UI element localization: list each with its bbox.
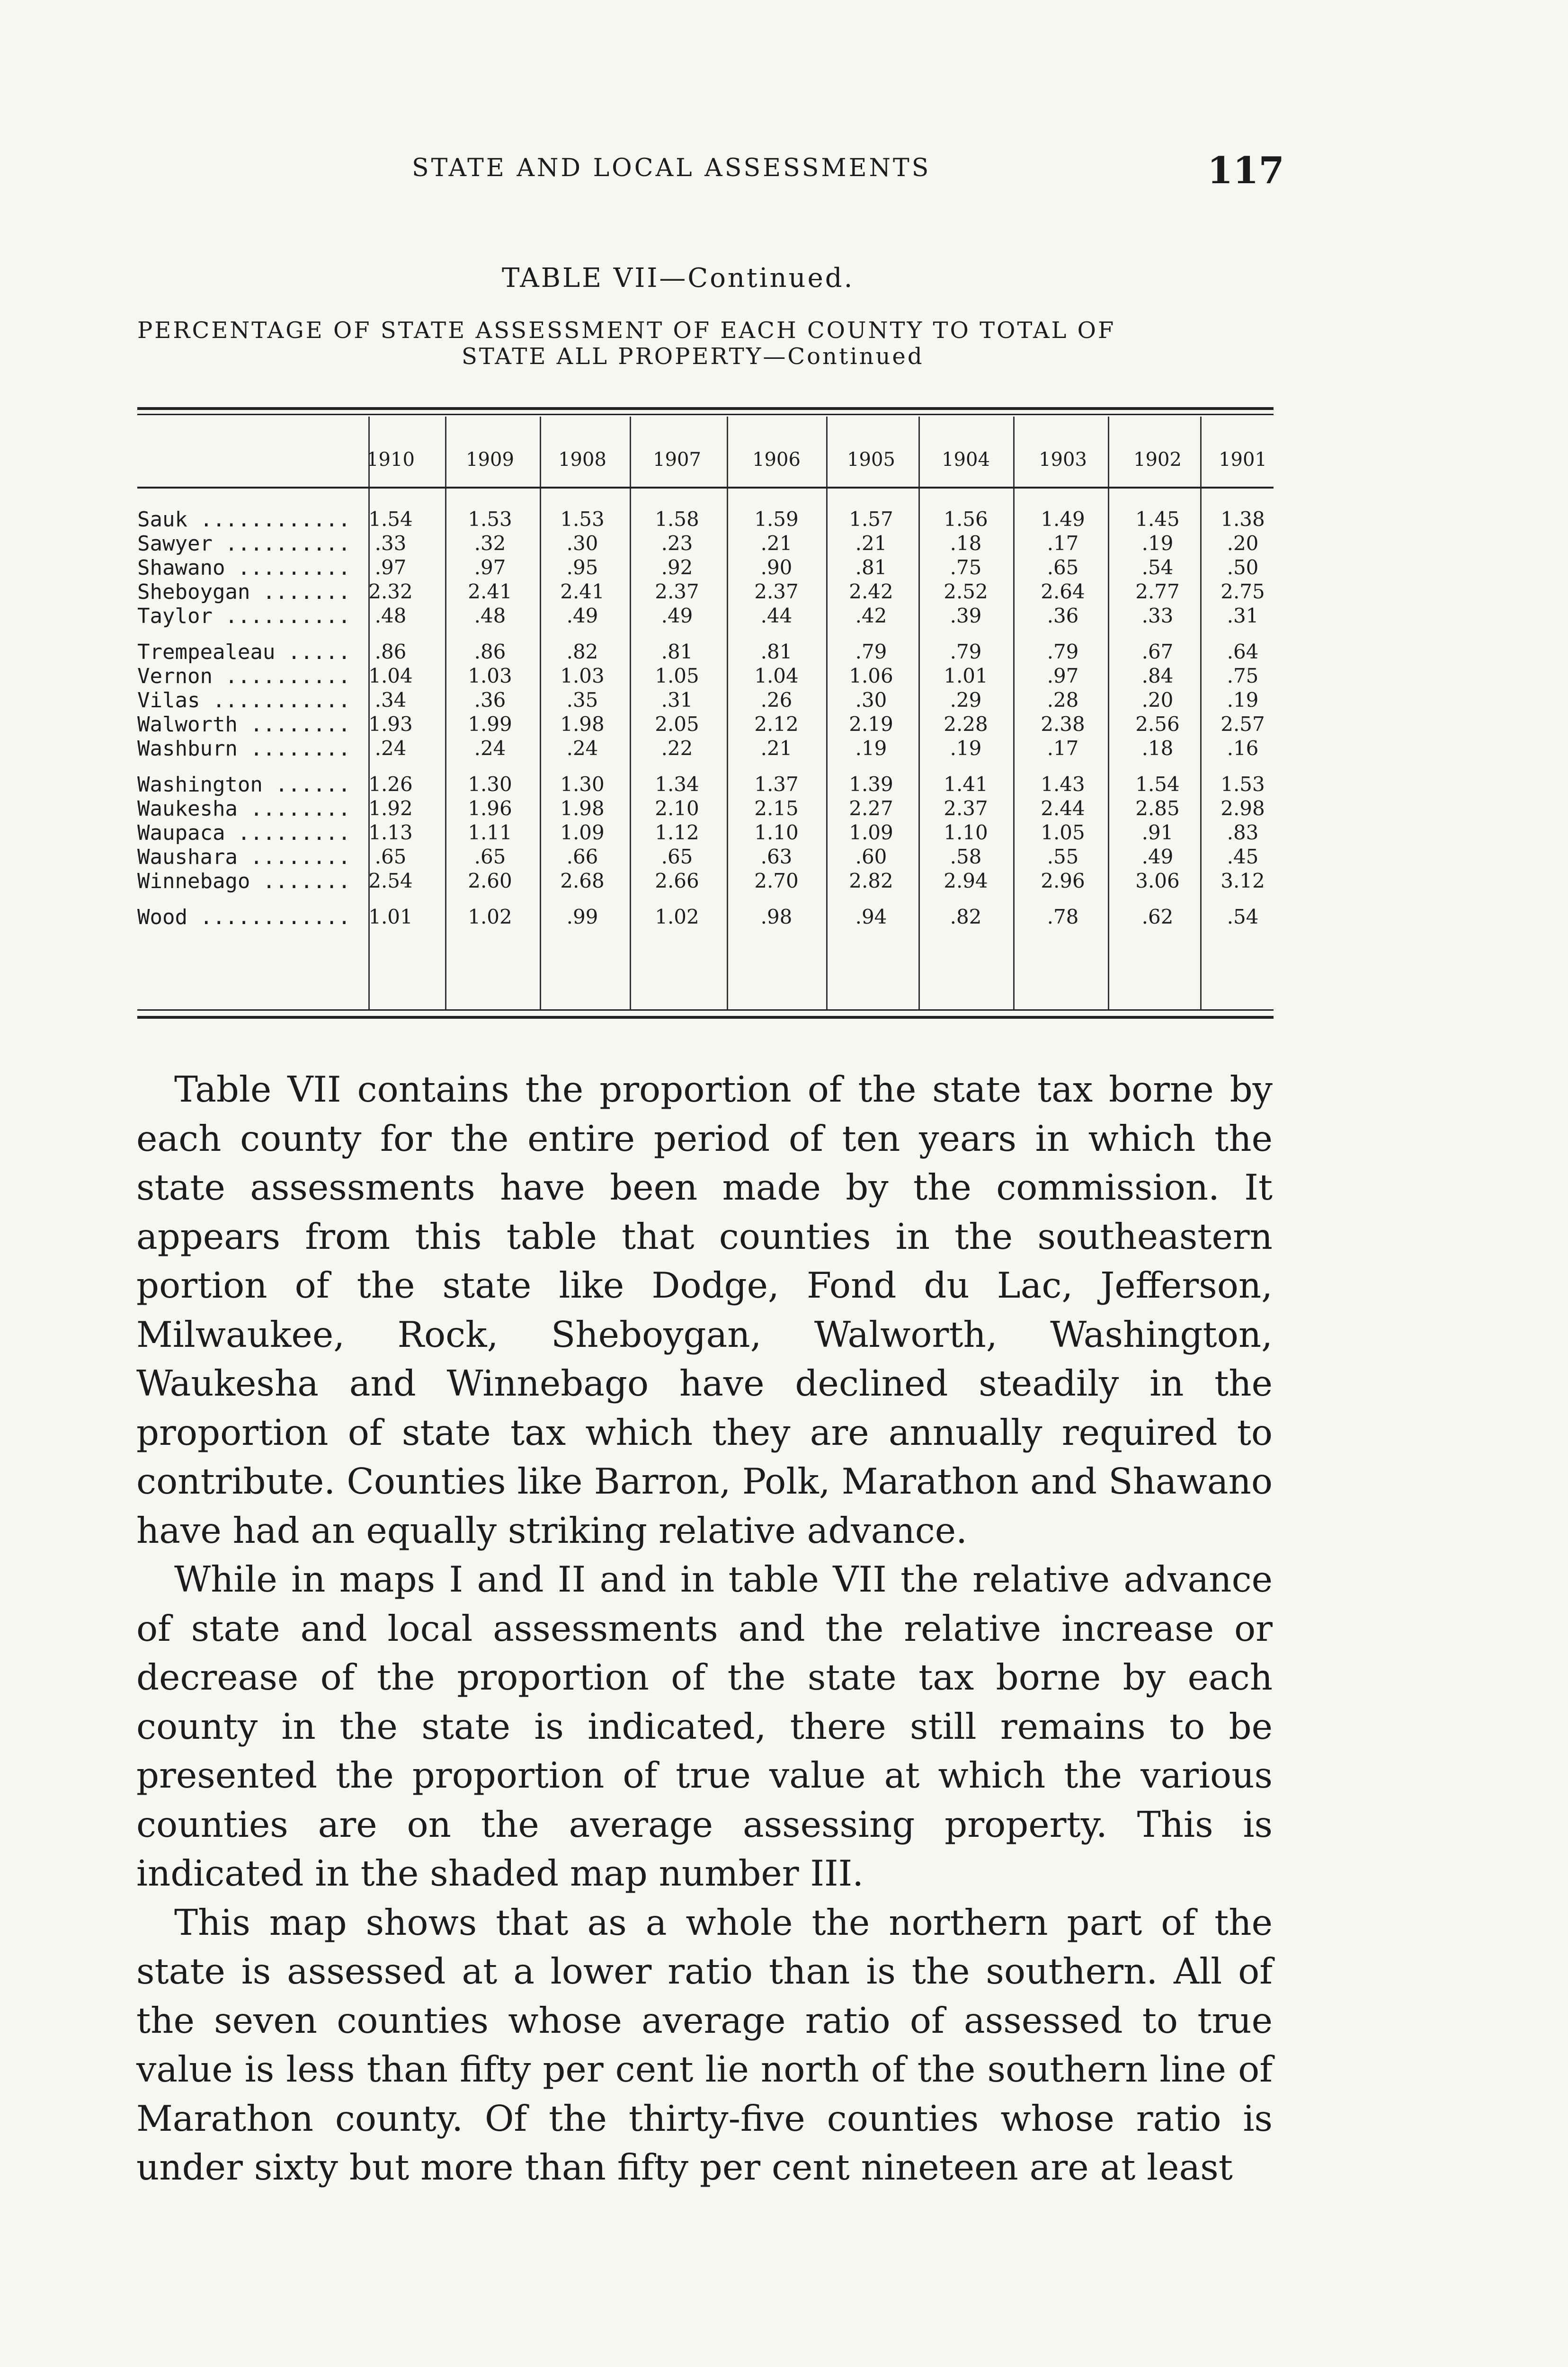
year-header: 1909	[466, 449, 514, 471]
table-cell: 1.09	[849, 821, 893, 844]
table-cell: 1.06	[849, 664, 893, 687]
table-top-rule-2	[137, 414, 1274, 415]
table-cell: .78	[1047, 905, 1079, 928]
table-cell: .49	[661, 604, 693, 627]
county-name: Trempealeau .....	[137, 640, 351, 664]
table-cell: 1.10	[754, 821, 799, 844]
table-row	[137, 640, 1274, 665]
county-name: Sheboygan .......	[137, 580, 351, 604]
table-cell: 1.03	[468, 664, 512, 687]
table-cell: 2.44	[1041, 797, 1085, 820]
table-cell: .18	[1141, 737, 1174, 760]
table-cell: 2.37	[944, 797, 988, 820]
table-cell: 1.54	[368, 507, 413, 531]
table-bottom-rule-2	[137, 1016, 1274, 1019]
county-name: Walworth ........	[137, 712, 351, 737]
table-cell: .49	[1141, 845, 1174, 868]
table-cell: .81	[661, 640, 693, 663]
table-cell: 2.41	[560, 580, 605, 603]
table-cell: .26	[760, 688, 793, 712]
county-name: Washington ......	[137, 773, 351, 797]
table-cell: 1.99	[468, 712, 512, 736]
table-cell: .35	[566, 688, 598, 712]
table-cell: .65	[661, 845, 693, 868]
table-cell: .97	[374, 556, 407, 579]
table-cell: .36	[1047, 604, 1079, 627]
table-cell: .99	[566, 905, 598, 928]
table-cell: 3.12	[1221, 869, 1265, 892]
table-cell: 1.92	[368, 797, 413, 820]
table-cell: .29	[950, 688, 982, 712]
table-cell: 2.70	[754, 869, 799, 892]
table-cell: 1.54	[1135, 773, 1180, 796]
table-cell: 2.57	[1221, 712, 1265, 736]
table-cell: 1.05	[655, 664, 699, 687]
table-cell: 2.68	[560, 869, 605, 892]
table-cell: .67	[1141, 640, 1174, 663]
table-cell: .92	[661, 556, 693, 579]
year-header: 1907	[653, 449, 701, 471]
table-cell: .33	[374, 532, 407, 555]
table-cell: .79	[855, 640, 887, 663]
body-text	[136, 1065, 1273, 2192]
table-cell: 2.56	[1135, 712, 1180, 736]
table-cell: .54	[1227, 905, 1259, 928]
table-cell: 1.53	[1221, 773, 1265, 796]
table-cell: .97	[474, 556, 506, 579]
table-cell: 2.94	[944, 869, 988, 892]
table-cell: 1.05	[1041, 821, 1085, 844]
table-row	[137, 869, 1274, 894]
table-top-rule	[137, 407, 1274, 410]
table-cell: 2.96	[1041, 869, 1085, 892]
table-cell: .19	[855, 737, 887, 760]
table-cell: 2.10	[655, 797, 699, 820]
table-cell: 1.02	[468, 905, 512, 928]
table-cell: .22	[661, 737, 693, 760]
county-name: Vernon ..........	[137, 664, 351, 688]
table-cell: .48	[474, 604, 506, 627]
year-header: 1910	[366, 449, 415, 471]
table-cell: 1.02	[655, 905, 699, 928]
table-title: TABLE VII—Continued.	[502, 263, 855, 294]
table-cell: 1.53	[468, 507, 512, 531]
table-cell: .86	[374, 640, 407, 663]
table-cell: .19	[1141, 532, 1174, 555]
header-underline	[368, 487, 1274, 489]
table-cell: .63	[760, 845, 793, 868]
table-cell: 1.56	[944, 507, 988, 531]
table-cell: .86	[474, 640, 506, 663]
table-cell: .49	[566, 604, 598, 627]
running-title: STATE AND LOCAL ASSESSMENTS	[412, 154, 931, 182]
table-cell: .95	[566, 556, 598, 579]
table-cell: .24	[374, 737, 407, 760]
table-row	[137, 532, 1274, 556]
table-cell: 1.10	[944, 821, 988, 844]
table-cell: 2.85	[1135, 797, 1180, 820]
year-header: 1901	[1219, 449, 1267, 471]
table-cell: .66	[566, 845, 598, 868]
table-cell: 2.82	[849, 869, 893, 892]
table-cell: .23	[661, 532, 693, 555]
table-cell: 2.12	[754, 712, 799, 736]
table-cell: .91	[1141, 821, 1174, 844]
table-cell: 1.98	[560, 797, 605, 820]
table-cell: 2.15	[754, 797, 799, 820]
table-cell: .81	[760, 640, 793, 663]
county-name: Shawano .........	[137, 556, 351, 580]
table-cell: 2.28	[944, 712, 988, 736]
table-cell: 2.37	[655, 580, 699, 603]
table-cell: 2.42	[849, 580, 893, 603]
table-cell: 1.03	[560, 664, 605, 687]
county-name: Vilas ...........	[137, 688, 351, 712]
table-cell: 1.49	[1041, 507, 1085, 531]
county-name: Waushara ........	[137, 845, 351, 869]
table-cell: .54	[1141, 556, 1174, 579]
year-header: 1902	[1133, 449, 1182, 471]
year-header: 1904	[942, 449, 990, 471]
table-cell: .19	[1227, 688, 1259, 712]
table-row	[137, 604, 1274, 629]
table-cell: .34	[374, 688, 407, 712]
table-row	[137, 688, 1274, 713]
table-cell: .79	[1047, 640, 1079, 663]
table-cell: 2.37	[754, 580, 799, 603]
table-cell: .16	[1227, 737, 1259, 760]
county-name: Sauk ............	[137, 507, 351, 532]
table-cell: 1.53	[560, 507, 605, 531]
table-cell: .60	[855, 845, 887, 868]
table-cell: .24	[566, 737, 598, 760]
table-cell: .21	[855, 532, 887, 555]
table-cell: 1.01	[368, 905, 413, 928]
table-cell: 2.64	[1041, 580, 1085, 603]
table-cell: .45	[1227, 845, 1259, 868]
table-cell: .32	[474, 532, 506, 555]
table-cell: .64	[1227, 640, 1259, 663]
table-cell: .31	[661, 688, 693, 712]
county-name: Taylor ..........	[137, 604, 351, 628]
table-row	[137, 556, 1274, 580]
county-name: Washburn ........	[137, 737, 351, 761]
table-cell: .79	[950, 640, 982, 663]
county-name: Winnebago .......	[137, 869, 351, 893]
table-cell: 1.34	[655, 773, 699, 796]
table-cell: 2.32	[368, 580, 413, 603]
table-cell: 1.37	[754, 773, 799, 796]
table-cell: 1.98	[560, 712, 605, 736]
table-caption-line2: STATE ALL PROPERTY—Continued	[462, 343, 924, 370]
table-cell: .39	[950, 604, 982, 627]
table-cell: .82	[566, 640, 598, 663]
table-cell: .98	[760, 905, 793, 928]
table-cell: 1.59	[754, 507, 799, 531]
table-cell: 1.45	[1135, 507, 1180, 531]
table-cell: .30	[855, 688, 887, 712]
table-row	[137, 845, 1274, 870]
table-cell: .21	[760, 532, 793, 555]
body-paragraph: This map shows that as a whole the northern part of the state is assessed at a lower ratio than is the southern. All of the seven counties whose average ratio of assessed to true value is less than fifty per cent lie north of the southern line of Marathon county. Of the thirty-five counties whose ratio is under sixty but more than fifty per cent nineteen are at least	[136, 1901, 1273, 2188]
table-cell: .17	[1047, 532, 1079, 555]
table-cell: 1.13	[368, 821, 413, 844]
table-cell: .36	[474, 688, 506, 712]
county-name: Wood ............	[137, 905, 351, 929]
table-cell: 2.27	[849, 797, 893, 820]
table-cell: .18	[950, 532, 982, 555]
table-cell: .48	[374, 604, 407, 627]
table-cell: 1.41	[944, 773, 988, 796]
table-cell: .84	[1141, 664, 1174, 687]
table-cell: 2.98	[1221, 797, 1265, 820]
year-header: 1908	[558, 449, 606, 471]
county-name: Sawyer ..........	[137, 532, 351, 556]
table-cell: 1.43	[1041, 773, 1085, 796]
county-name: Waukesha ........	[137, 797, 351, 821]
body-paragraph: Table VII contains the proportion of the state tax borne by each county for the entire period of ten years in which the state assessments have been made by the commission. It appears from this table that counties in the southeastern portion of the state like Dodge, Fond du Lac, Jefferson, Milwaukee, Rock, Sheboygan, Walworth, Washington, Waukesha and Winnebago have declined steadily in the proportion of state tax which they are annually required to contribute. Counties like Barron, Polk, Marathon and Shawano have had an equally striking relative advance.	[136, 1068, 1273, 1551]
table-row	[137, 712, 1274, 737]
table-cell: .58	[950, 845, 982, 868]
table-row	[137, 580, 1274, 605]
table-cell: .81	[855, 556, 887, 579]
table-cell: .31	[1227, 604, 1259, 627]
table-row	[137, 507, 1274, 532]
table-cell: .55	[1047, 845, 1079, 868]
table-cell: .50	[1227, 556, 1259, 579]
table-cell: .20	[1141, 688, 1174, 712]
table-cell: 1.57	[849, 507, 893, 531]
table-row	[137, 737, 1274, 761]
table-cell: .24	[474, 737, 506, 760]
table-cell: .75	[950, 556, 982, 579]
table-cell: 1.01	[944, 664, 988, 687]
table-cell: 1.93	[368, 712, 413, 736]
table-cell: .20	[1227, 532, 1259, 555]
table-cell: 1.39	[849, 773, 893, 796]
table-cell: .21	[760, 737, 793, 760]
table-cell: 1.12	[655, 821, 699, 844]
table-row	[137, 797, 1274, 821]
table-cell: 2.41	[468, 580, 512, 603]
page-number: 117	[1207, 149, 1284, 192]
table-cell: .28	[1047, 688, 1079, 712]
table-cell: 1.26	[368, 773, 413, 796]
table-row	[137, 821, 1274, 845]
table-cell: .30	[566, 532, 598, 555]
table-cell: 3.06	[1135, 869, 1180, 892]
table-cell: 1.11	[468, 821, 512, 844]
table-cell: 2.75	[1221, 580, 1265, 603]
table-cell: .83	[1227, 821, 1259, 844]
table-cell: .33	[1141, 604, 1174, 627]
county-name: Waupaca .........	[137, 821, 351, 845]
table-cell: 2.38	[1041, 712, 1085, 736]
table-cell: .44	[760, 604, 793, 627]
table-row	[137, 664, 1274, 689]
table-cell: 2.54	[368, 869, 413, 892]
table-cell: .65	[474, 845, 506, 868]
table-cell: 1.38	[1221, 507, 1265, 531]
table-cell: 1.30	[468, 773, 512, 796]
table-cell: 2.60	[468, 869, 512, 892]
table-cell: .97	[1047, 664, 1079, 687]
table-caption-line1: PERCENTAGE OF STATE ASSESSMENT OF EACH COUNTY TO TOTAL OF	[137, 317, 1116, 344]
table-cell: 1.04	[368, 664, 413, 687]
year-header: 1905	[847, 449, 895, 471]
table-cell: 2.66	[655, 869, 699, 892]
header-underline	[137, 487, 368, 489]
table-cell: 2.52	[944, 580, 988, 603]
table-cell: 2.05	[655, 712, 699, 736]
table-cell: .94	[855, 905, 887, 928]
table-cell: .82	[950, 905, 982, 928]
table-bottom-rule	[137, 1009, 1274, 1011]
table-row	[137, 905, 1274, 930]
table-cell: 1.30	[560, 773, 605, 796]
table-cell: .65	[374, 845, 407, 868]
table-cell: .42	[855, 604, 887, 627]
table-cell: .62	[1141, 905, 1174, 928]
table-cell: 1.58	[655, 507, 699, 531]
year-header: 1906	[752, 449, 801, 471]
table-cell: 2.77	[1135, 580, 1180, 603]
table-cell: 2.19	[849, 712, 893, 736]
table-cell: .65	[1047, 556, 1079, 579]
table-row	[137, 773, 1274, 797]
table-cell: .19	[950, 737, 982, 760]
table-cell: 1.96	[468, 797, 512, 820]
table-cell: .75	[1227, 664, 1259, 687]
year-header: 1903	[1039, 449, 1087, 471]
table-cell: .90	[760, 556, 793, 579]
table-cell: 1.04	[754, 664, 799, 687]
body-paragraph: While in maps I and II and in table VII the relative advance of state and local assessments and the relative increase or decrease of the proportion of the state tax borne by each county in the state is indicated, there still remains to be presented the proportion of true value at which the various counties are on the average assessing property. This is indicated in the shaded map number III.	[136, 1558, 1273, 1894]
table-cell: .17	[1047, 737, 1079, 760]
table-cell: 1.09	[560, 821, 605, 844]
